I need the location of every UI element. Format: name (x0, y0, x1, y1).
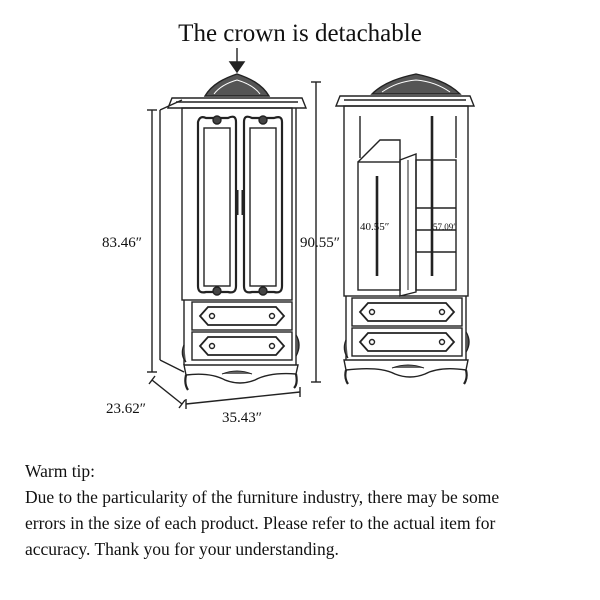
down-arrow-icon (230, 48, 244, 72)
warm-tip-note (25, 458, 585, 562)
crown-detachable-title: The crown is detachable (178, 20, 422, 47)
lower-drawer-front (200, 337, 284, 355)
open-base-apron (344, 360, 468, 377)
open-crown-ornament (372, 74, 460, 94)
door-handles (237, 190, 243, 215)
upper-drawer-front (200, 307, 284, 325)
width-dimension-line (186, 387, 300, 409)
depth-dimension-line (149, 376, 185, 408)
height-body-dimension-line (147, 110, 157, 372)
height-total-label: 90.55″ (300, 235, 340, 251)
height-total-dimension-line (311, 82, 321, 382)
height-body-label: 83.46″ (102, 235, 142, 251)
front-wardrobe (160, 74, 306, 390)
note-line-3: accuracy. Thank you for your understanding. (25, 539, 339, 559)
width-label: 35.43″ (222, 410, 262, 426)
note-line-1: Due to the particularity of the furniture industry, there may be some (25, 487, 500, 507)
inner-right-label: 57.09″ (433, 222, 457, 232)
inner-left-label: 40.55″ (360, 221, 390, 233)
note-line-2: errors in the size of each product. Please refer to the actual item for (25, 513, 496, 533)
note-heading: Warm tip: (25, 461, 96, 481)
depth-label: 23.62″ (106, 401, 146, 417)
